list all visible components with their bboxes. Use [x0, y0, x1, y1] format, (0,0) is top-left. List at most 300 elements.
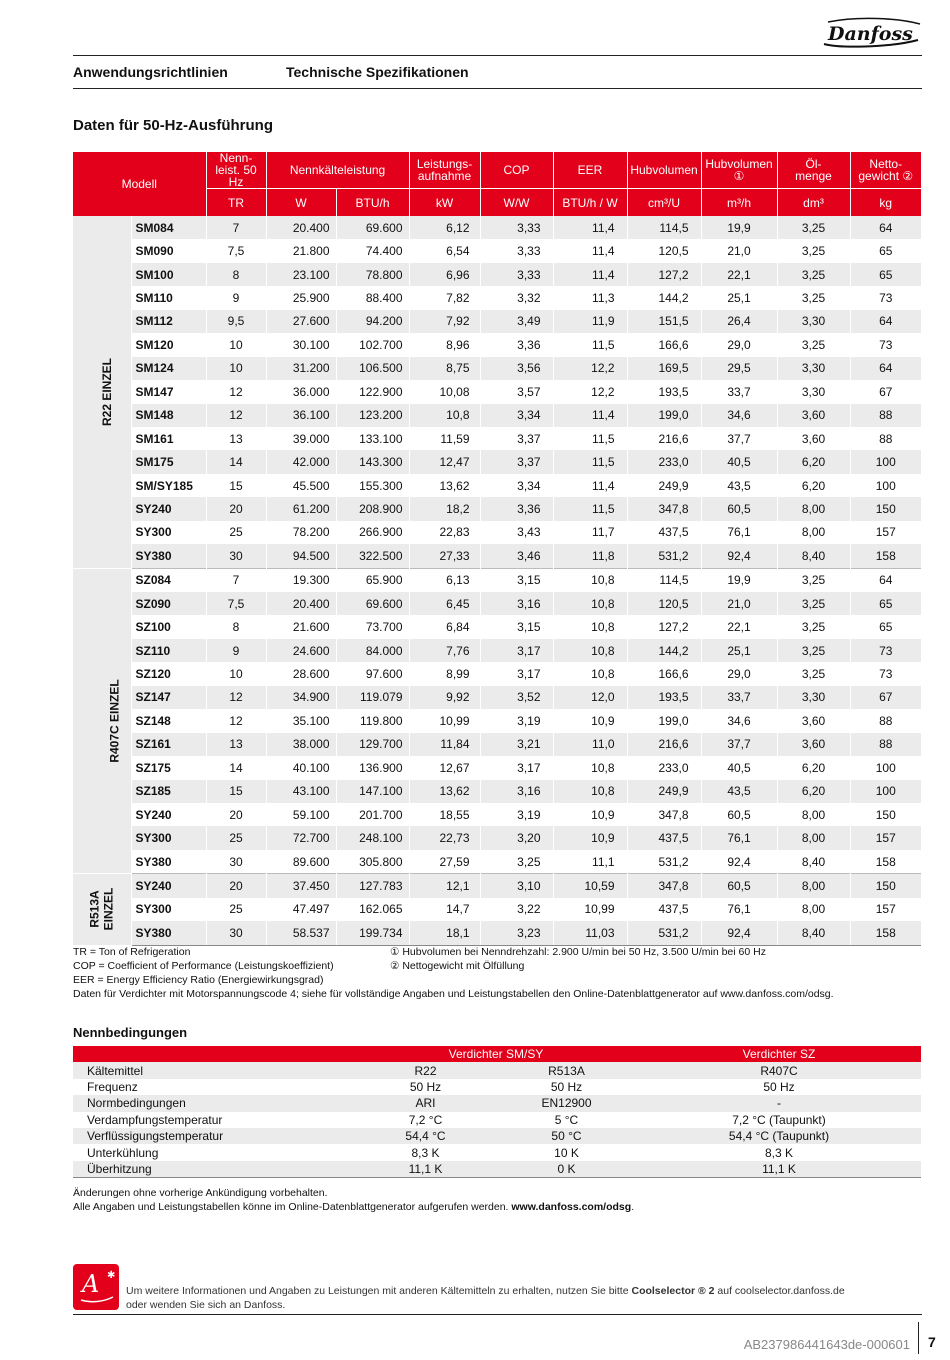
value-cell: 3,37 — [480, 450, 553, 473]
value-cell: 10 — [206, 662, 266, 685]
value-cell: 11,4 — [553, 474, 627, 497]
conditions-label: Überhitzung — [73, 1161, 355, 1178]
value-cell: 72.700 — [266, 826, 336, 849]
value-cell: 29,0 — [701, 662, 777, 685]
model-cell: SY240 — [131, 497, 206, 520]
header-oelmenge-text: Öl- menge — [795, 157, 832, 183]
value-cell: 88 — [850, 709, 921, 732]
coolselector-line-2: oder wenden Sie sich an Danfoss. — [126, 1299, 286, 1311]
value-cell: 157 — [850, 898, 921, 921]
page-number: 7 — [928, 1334, 936, 1350]
value-cell: 119.079 — [336, 686, 409, 709]
model-cell: SM100 — [131, 263, 206, 286]
conditions-value: 8,3 K — [411, 1145, 440, 1160]
value-cell: 11,59 — [409, 427, 480, 450]
value-cell: 3,49 — [480, 310, 553, 333]
value-cell: 76,1 — [701, 898, 777, 921]
model-cell: SM161 — [131, 427, 206, 450]
value-cell: 10,59 — [553, 874, 627, 898]
value-cell: 6,20 — [777, 756, 850, 779]
value-cell: 27.600 — [266, 310, 336, 333]
table-row — [73, 874, 921, 898]
value-cell: 33,7 — [701, 380, 777, 403]
value-cell: 166,6 — [627, 662, 701, 685]
value-cell: 3,25 — [777, 286, 850, 309]
value-cell: 8,00 — [777, 497, 850, 520]
value-cell: 12 — [206, 380, 266, 403]
value-cell: 8,00 — [777, 826, 850, 849]
value-cell: 13 — [206, 733, 266, 756]
value-cell: 12,0 — [553, 686, 627, 709]
value-cell: 88 — [850, 733, 921, 756]
value-cell: 39.000 — [266, 427, 336, 450]
value-cell: 122.900 — [336, 380, 409, 403]
conditions-label: Normbedingungen — [73, 1095, 355, 1111]
value-cell: 34.900 — [266, 686, 336, 709]
value-cell: 12 — [206, 686, 266, 709]
value-cell: 88 — [850, 404, 921, 427]
value-cell: 129.700 — [336, 733, 409, 756]
conditions-value: 50 Hz — [409, 1079, 442, 1094]
value-cell: 120,5 — [627, 592, 701, 615]
unit-cell: BTU/h — [336, 189, 409, 217]
conditions-label: Kältemittel — [73, 1062, 355, 1078]
value-cell: 23.100 — [266, 263, 336, 286]
value-cell: 102.700 — [336, 333, 409, 356]
note-eer: EER = Energy Efficiency Ratio (Energiewirkungsgrad) — [73, 974, 324, 986]
value-cell: 25,1 — [701, 286, 777, 309]
model-cell: SM120 — [131, 333, 206, 356]
value-cell: 7,82 — [409, 286, 480, 309]
value-cell: 7,5 — [206, 592, 266, 615]
value-cell: 347,8 — [627, 874, 701, 898]
value-cell: 8,40 — [777, 921, 850, 945]
value-cell: 6,96 — [409, 263, 480, 286]
group-label — [73, 216, 131, 568]
group-label-text: R407C EINZEL — [107, 679, 122, 763]
value-cell: 65 — [850, 239, 921, 262]
value-cell: 25,1 — [701, 639, 777, 662]
value-cell: 11,1 — [553, 850, 627, 874]
model-cell: SM084 — [131, 216, 206, 239]
value-cell: 3,25 — [777, 333, 850, 356]
value-cell: 100 — [850, 474, 921, 497]
conditions-title: Nennbedingungen — [73, 1025, 188, 1040]
value-cell: 18,2 — [409, 497, 480, 520]
header-hubvolumen-2 — [701, 152, 777, 189]
conditions-row — [73, 1062, 921, 1078]
value-cell: 11,4 — [553, 216, 627, 239]
value-cell: 9,5 — [206, 310, 266, 333]
value-cell: 437,5 — [627, 521, 701, 544]
value-cell: 69.600 — [336, 592, 409, 615]
value-cell: 40,5 — [701, 450, 777, 473]
footer-line-2 — [73, 1200, 634, 1214]
value-cell: 65 — [850, 615, 921, 638]
conditions-value: 11,1 K — [637, 1161, 921, 1178]
value-cell: 216,6 — [627, 427, 701, 450]
conditions-label: Verdampfungstemperatur — [87, 1112, 223, 1127]
value-cell: 7 — [206, 216, 266, 239]
value-cell: 11,5 — [553, 427, 627, 450]
notes-right — [390, 945, 766, 973]
value-cell: 15 — [206, 780, 266, 803]
value-cell: 6,20 — [777, 450, 850, 473]
value-cell: 65 — [850, 592, 921, 615]
value-cell: 18,1 — [409, 921, 480, 945]
unit-cell: W — [266, 189, 336, 217]
value-cell: 10,8 — [553, 615, 627, 638]
conditions-value: 10 K — [554, 1145, 579, 1160]
document-number: AB237986441643de-000601 — [743, 1337, 910, 1352]
value-cell: 158 — [850, 850, 921, 874]
value-cell: 10,8 — [553, 639, 627, 662]
value-cell: 20.400 — [266, 592, 336, 615]
value-cell: 6,84 — [409, 615, 480, 638]
value-cell: 3,60 — [777, 733, 850, 756]
value-cell: 40,5 — [701, 756, 777, 779]
unit-cell: kg — [850, 189, 921, 217]
value-cell: 58.537 — [266, 921, 336, 945]
value-cell: 60,5 — [701, 874, 777, 898]
value-cell: 20 — [206, 803, 266, 826]
conditions-value: 50 Hz — [763, 1079, 795, 1094]
value-cell: 21,0 — [701, 592, 777, 615]
value-cell: 10,9 — [553, 826, 627, 849]
footer-link[interactable]: www.danfoss.com/odsg — [511, 1201, 632, 1213]
value-cell: 3,23 — [480, 921, 553, 945]
section-title: Daten für 50-Hz-Ausführung — [73, 117, 273, 134]
value-cell: 8,99 — [409, 662, 480, 685]
table-row — [73, 733, 921, 756]
value-cell: 3,33 — [480, 263, 553, 286]
header-leistungsaufnahme-text: Leistungs- aufnahme — [416, 157, 473, 183]
value-cell: 3,36 — [480, 333, 553, 356]
value-cell: 12,2 — [553, 380, 627, 403]
value-cell: 199,0 — [627, 404, 701, 427]
value-cell: 437,5 — [627, 898, 701, 921]
value-cell: 10,08 — [409, 380, 480, 403]
value-cell: 3,22 — [480, 898, 553, 921]
value-cell: 43.100 — [266, 780, 336, 803]
value-cell: 3,34 — [480, 474, 553, 497]
value-cell: 92,4 — [701, 921, 777, 945]
value-cell: 11,0 — [553, 733, 627, 756]
conditions-value: 7,2 °C — [408, 1112, 443, 1127]
footer-line-1: Änderungen ohne vorherige Ankündigung vorbehalten. — [73, 1187, 328, 1199]
conditions-row — [73, 1144, 921, 1160]
value-cell: 133.100 — [336, 427, 409, 450]
value-cell: 20.400 — [266, 216, 336, 239]
header-cop: COP — [480, 152, 553, 189]
table-row — [73, 709, 921, 732]
value-cell: 10 — [206, 333, 266, 356]
value-cell: 78.200 — [266, 521, 336, 544]
conditions-label: Frequenz — [87, 1079, 138, 1094]
value-cell: 12,2 — [553, 357, 627, 380]
value-cell: 193,5 — [627, 380, 701, 403]
model-cell: SM124 — [131, 357, 206, 380]
value-cell: 14,7 — [409, 898, 480, 921]
value-cell: 114,5 — [627, 216, 701, 239]
header-section-left: Anwendungsrichtlinien — [73, 64, 228, 80]
header-hubvolumen: Hubvolumen — [627, 152, 701, 189]
value-cell: 26,4 — [701, 310, 777, 333]
value-cell: 127,2 — [627, 615, 701, 638]
value-cell: 40.100 — [266, 756, 336, 779]
value-cell: 34,6 — [701, 404, 777, 427]
value-cell: 266.900 — [336, 521, 409, 544]
footer-line-2-end: . — [631, 1201, 635, 1213]
value-cell: 11,4 — [553, 404, 627, 427]
value-cell: 89.600 — [266, 850, 336, 874]
value-cell: 47.497 — [266, 898, 336, 921]
top-rule — [73, 55, 922, 56]
value-cell: 88 — [850, 427, 921, 450]
value-cell: 22,1 — [701, 263, 777, 286]
value-cell: 64 — [850, 310, 921, 333]
conditions-value: 7,2 °C (Taupunkt) — [732, 1112, 826, 1127]
conditions-value: 54,4 °C — [355, 1128, 496, 1144]
value-cell: 3,46 — [480, 544, 553, 568]
table-row — [73, 521, 921, 544]
conditions-row — [73, 1161, 921, 1178]
model-cell: SY380 — [131, 850, 206, 874]
value-cell: 42.000 — [266, 450, 336, 473]
value-cell: 30 — [206, 850, 266, 874]
header-oelmenge — [777, 152, 850, 189]
table-row — [73, 592, 921, 615]
conditions-row — [73, 1112, 921, 1128]
value-cell: 13 — [206, 427, 266, 450]
value-cell: 33,7 — [701, 686, 777, 709]
note-hubvolumen: ① Hubvolumen bei Nenndrehzahl: 2.900 U/min bei 50 Hz, 3.500 U/min bei 60 Hz — [390, 946, 766, 958]
value-cell: 7,76 — [409, 639, 480, 662]
table-row — [73, 850, 921, 874]
table-row — [73, 286, 921, 309]
value-cell: 6,20 — [777, 780, 850, 803]
value-cell: 3,16 — [480, 592, 553, 615]
value-cell: 78.800 — [336, 263, 409, 286]
value-cell: 10,8 — [409, 404, 480, 427]
value-cell: 3,20 — [480, 826, 553, 849]
value-cell: 3,17 — [480, 662, 553, 685]
value-cell: 201.700 — [336, 803, 409, 826]
value-cell: 43,5 — [701, 780, 777, 803]
header-leistungsaufnahme — [409, 152, 480, 189]
value-cell: 14 — [206, 756, 266, 779]
value-cell: 158 — [850, 544, 921, 568]
value-cell: 162.065 — [336, 898, 409, 921]
value-cell: 143.300 — [336, 450, 409, 473]
value-cell: 6,20 — [777, 474, 850, 497]
value-cell: 157 — [850, 521, 921, 544]
value-cell: 73 — [850, 639, 921, 662]
value-cell: 3,60 — [777, 404, 850, 427]
value-cell: 18,55 — [409, 803, 480, 826]
value-cell: 7,5 — [206, 239, 266, 262]
value-cell: 3,30 — [777, 686, 850, 709]
value-cell: 94.200 — [336, 310, 409, 333]
coolselector-name: Coolselector ® 2 — [631, 1285, 715, 1297]
value-cell: 30 — [206, 921, 266, 945]
unit-cell: BTU/h / W — [553, 189, 627, 217]
model-cell: SZ185 — [131, 780, 206, 803]
value-cell: 3,19 — [480, 803, 553, 826]
value-cell: 8 — [206, 263, 266, 286]
value-cell: 531,2 — [627, 921, 701, 945]
value-cell: 22,73 — [409, 826, 480, 849]
value-cell: 36.100 — [266, 404, 336, 427]
value-cell: 8,00 — [777, 898, 850, 921]
value-cell: 3,60 — [777, 427, 850, 450]
value-cell: 25 — [206, 898, 266, 921]
value-cell: 10,9 — [553, 803, 627, 826]
value-cell: 73 — [850, 662, 921, 685]
value-cell: 64 — [850, 568, 921, 592]
model-cell: SM110 — [131, 286, 206, 309]
value-cell: 8,00 — [777, 803, 850, 826]
value-cell: 3,15 — [480, 615, 553, 638]
conditions-value: - — [637, 1095, 921, 1111]
conditions-value: EN12900 — [496, 1095, 637, 1111]
value-cell: 25 — [206, 826, 266, 849]
value-cell: 150 — [850, 803, 921, 826]
value-cell: 11,8 — [553, 544, 627, 568]
header-section-right: Technische Spezifikationen — [286, 64, 469, 80]
conditions-value: 5 °C — [554, 1112, 579, 1127]
note-nettogewicht: ② Nettogewicht mit Ölfüllung — [390, 960, 525, 972]
model-cell: SY300 — [131, 826, 206, 849]
value-cell: 123.200 — [336, 404, 409, 427]
value-cell: 60,5 — [701, 803, 777, 826]
value-cell: 3,25 — [777, 239, 850, 262]
table-row — [73, 357, 921, 380]
value-cell: 12 — [206, 709, 266, 732]
value-cell: 3,34 — [480, 404, 553, 427]
value-cell: 19.300 — [266, 568, 336, 592]
table-row — [73, 639, 921, 662]
note-data: Daten für Verdichter mit Motorspannungscode 4; siehe für vollständige Angaben und Leistungstabellen den Online-Datenblattgenerator auf www.danfoss.com/odsg. — [73, 988, 834, 1000]
value-cell: 37,7 — [701, 427, 777, 450]
logo-text: Danfoss — [828, 23, 913, 45]
model-cell: SY300 — [131, 898, 206, 921]
value-cell: 92,4 — [701, 850, 777, 874]
value-cell: 7,92 — [409, 310, 480, 333]
table-row — [73, 780, 921, 803]
value-cell: 24.600 — [266, 639, 336, 662]
model-cell: SM112 — [131, 310, 206, 333]
model-cell: SZ175 — [131, 756, 206, 779]
value-cell: 127,2 — [627, 263, 701, 286]
value-cell: 28.600 — [266, 662, 336, 685]
model-cell: SZ148 — [131, 709, 206, 732]
conditions-row — [73, 1128, 921, 1144]
value-cell: 84.000 — [336, 639, 409, 662]
value-cell: 27,33 — [409, 544, 480, 568]
value-cell: 60,5 — [701, 497, 777, 520]
value-cell: 136.900 — [336, 756, 409, 779]
table-row — [73, 216, 921, 239]
header-nettogewicht-text: Netto- gewicht ② — [858, 157, 914, 183]
value-cell: 437,5 — [627, 826, 701, 849]
header-hubvolumen-2-text: Hubvolumen ① — [705, 157, 773, 183]
value-cell: 9 — [206, 639, 266, 662]
header-modell: Modell — [73, 152, 206, 216]
coolselector-line-1-a: Um weitere Informationen und Angaben zu Leistungen mit anderen Kältemitteln zu erhalten, nutzen Sie bitte — [126, 1285, 632, 1297]
value-cell: 22,83 — [409, 521, 480, 544]
value-cell: 144,2 — [627, 286, 701, 309]
value-cell: 144,2 — [627, 639, 701, 662]
value-cell: 3,25 — [777, 263, 850, 286]
table-row — [73, 756, 921, 779]
value-cell: 76,1 — [701, 521, 777, 544]
value-cell: 67 — [850, 686, 921, 709]
value-cell: 3,25 — [777, 216, 850, 239]
conditions-value: 11,1 K — [355, 1161, 496, 1178]
value-cell: 3,43 — [480, 521, 553, 544]
value-cell: 3,17 — [480, 639, 553, 662]
model-cell: SY240 — [131, 874, 206, 898]
value-cell: 8,00 — [777, 874, 850, 898]
unit-cell: kW — [409, 189, 480, 217]
conditions-value: R22 — [355, 1062, 496, 1078]
value-cell: 3,60 — [777, 709, 850, 732]
value-cell: 6,45 — [409, 592, 480, 615]
table-row — [73, 427, 921, 450]
model-cell: SY380 — [131, 544, 206, 568]
value-cell: 157 — [850, 826, 921, 849]
conditions-row — [73, 1095, 921, 1111]
table-row — [73, 686, 921, 709]
conditions-value: 0 K — [496, 1161, 637, 1178]
value-cell: 22,1 — [701, 615, 777, 638]
value-cell: 8,96 — [409, 333, 480, 356]
note-tr: TR = Ton of Refrigeration — [73, 946, 191, 958]
value-cell: 3,25 — [777, 592, 850, 615]
value-cell: 3,52 — [480, 686, 553, 709]
table-row — [73, 497, 921, 520]
value-cell: 10,8 — [553, 592, 627, 615]
table-row — [73, 333, 921, 356]
svg-text:✱: ✱ — [107, 1270, 116, 1281]
value-cell: 3,56 — [480, 357, 553, 380]
value-cell: 199,0 — [627, 709, 701, 732]
value-cell: 64 — [850, 216, 921, 239]
table-row — [73, 474, 921, 497]
coolselector-text — [126, 1284, 845, 1312]
model-cell: SM/SY185 — [131, 474, 206, 497]
value-cell: 3,25 — [777, 568, 850, 592]
conditions-value: 54,4 °C (Taupunkt) — [637, 1128, 921, 1144]
table-row — [73, 404, 921, 427]
model-cell: SY300 — [131, 521, 206, 544]
value-cell: 67 — [850, 380, 921, 403]
value-cell: 73 — [850, 286, 921, 309]
value-cell: 249,9 — [627, 474, 701, 497]
value-cell: 3,30 — [777, 380, 850, 403]
value-cell: 25.900 — [266, 286, 336, 309]
conditions-value: 8,3 K — [764, 1145, 794, 1160]
value-cell: 38.000 — [266, 733, 336, 756]
conditions-header-blank — [73, 1046, 355, 1062]
value-cell: 347,8 — [627, 803, 701, 826]
value-cell: 21,0 — [701, 239, 777, 262]
model-cell: SZ084 — [131, 568, 206, 592]
table-row — [73, 544, 921, 568]
value-cell: 3,25 — [777, 639, 850, 662]
value-cell: 10,8 — [553, 662, 627, 685]
